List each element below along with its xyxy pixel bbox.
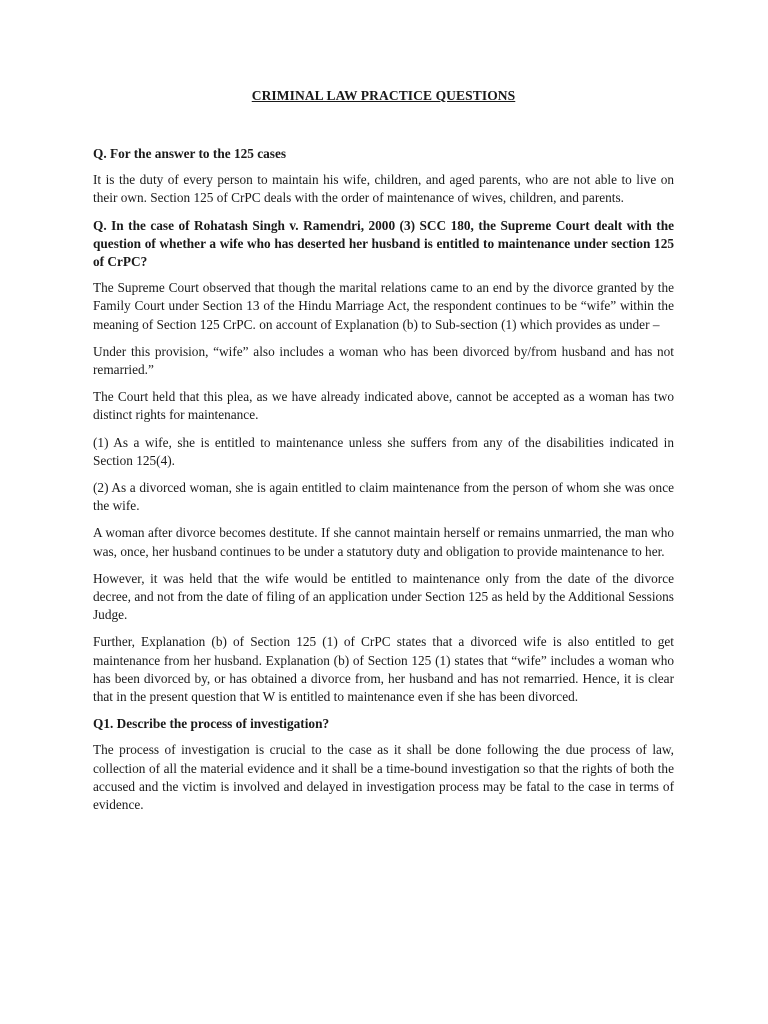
paragraph: The Court held that this plea, as we have already indicated above, cannot be accepted as a woman has two distinct rights for maintenance. — [93, 389, 674, 423]
question-heading: Q. For the answer to the 125 cases — [93, 146, 287, 161]
document-page — [93, 86, 674, 823]
paragraph: (2) As a divorced woman, she is again entitled to claim maintenance from the person of whom she was once the wife. — [93, 480, 674, 514]
paragraph: Under this provision, “wife” also includes a woman who has been divorced by/from husband and has not remarried.” — [93, 343, 674, 378]
paragraph: Further, Explanation (b) of Section 125 (1) of CrPC states that a divorced wife is also entitled to get maintenance from her husband. Explanation (b) of Section 125 (1) states that “wife” includes a woman who has been divorced by, or has obtained a divorce from, her husband and has not remarried. Hence, it is clear that in the present question that W is entitled to maintenance even if she has been divorced. — [93, 634, 674, 705]
paragraph: A woman after divorce becomes destitute. If she cannot maintain herself or remains unmarried, the man who was, once, her husband continues to be under a statutory duty and obligation to provide maintenance to her. — [93, 525, 674, 559]
paragraph: It is the duty of every person to maintain his wife, children, and aged parents, who are not able to live on their own. Section 125 of CrPC deals with the order of maintenance of wives, children, and parents. — [93, 172, 674, 206]
question-heading: Q1. Describe the process of investigation? — [93, 716, 330, 732]
paragraph: The process of investigation is crucial to the case as it shall be done following the due process of law, collection of all the material evidence and it shall be a time-bound investigation so that the rights of both the accused and the victim is involved and delayed in investigation process may be fatal to the case in terms of evidence. — [93, 742, 674, 813]
paragraph: (1) As a wife, she is entitled to maintenance unless she suffers from any of the disabilities indicated in Section 125(4). — [93, 434, 674, 468]
paragraph: The Supreme Court observed that though the marital relations came to an end by the divorce granted by the Family Court under Section 13 of the Hindu Marriage Act, the respondent continues to be “wife” within the meaning of Section 125 CrPC. on account of Explanation (b) to Sub-section (1) which provides as under – — [93, 280, 674, 332]
paragraph: However, it was held that the wife would be entitled to maintenance only from the date of the divorce decree, and not from the date of filing of an application under Section 125 as held by the Additional Sessions Judge. — [93, 570, 674, 623]
question-heading: Q. In the case of Rohatash Singh v. Ramendri, 2000 (3) SCC 180, the Supreme Court dealt with the question of whether a wife who has deserted her husband is entitled to maintenance under section 125 of CrPC? — [93, 217, 674, 270]
document-title: CRIMINAL LAW PRACTICE QUESTIONS — [251, 88, 516, 103]
